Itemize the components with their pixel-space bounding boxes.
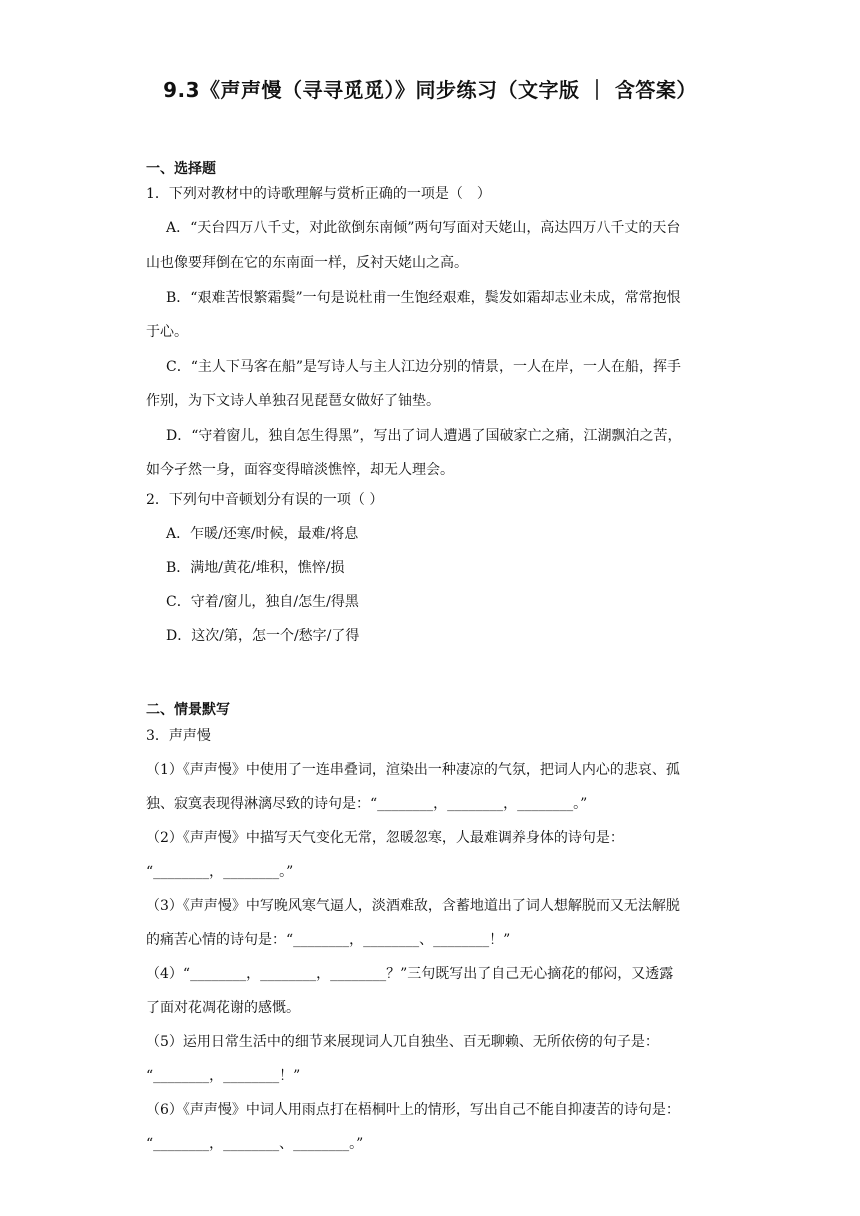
question-3-sub-2-cont: “________，________。”: [146, 864, 294, 880]
question-1-stem: 1．下列对教材中的诗歌理解与赏析正确的一项是（ ）: [146, 186, 491, 202]
question-2-option-a: A．乍暖/还寒/时候，最难/将息: [166, 526, 359, 542]
question-1-option-c-cont: 作别，为下文诗人单独召见琵琶女做好了铀垫。: [146, 393, 440, 409]
question-1-option-d-cont: 如今孑然一身，面容变得暗淡憔悴，却无人理会。: [146, 462, 454, 478]
question-2-option-d: D．这次/第，怎一个/愁字/了得: [166, 628, 360, 644]
question-3-sub-1: （1）《声声慢》中使用了一连串叠词，渲染出一种凄凉的气氛，把词人内心的悲哀、孤: [146, 762, 680, 778]
question-3-sub-3: （3）《声声慢》中写晚风寒气逼人，淡酒难敌，含蓄地道出了词人想解脱而又无法解脱: [146, 898, 680, 914]
question-3-sub-4: （4）“________，________，________？”三句既写出了自己无心摘花的郁闷，又透露: [146, 966, 674, 982]
section-heading-multiple-choice: 一、选择题: [146, 161, 216, 177]
question-2-option-c: C．守着/窗儿，独自/怎生/得黑: [166, 594, 359, 610]
question-3-stem: 3．声声慢: [146, 728, 211, 744]
question-2-stem: 2．下列句中音顿划分有误的一项（ ）: [146, 492, 384, 508]
question-3-sub-2: （2）《声声慢》中描写天气变化无常，忽暖忽寒，人最难调养身体的诗句是：: [146, 830, 624, 846]
question-1-option-c: C．“主人下马客在船”是写诗人与主人江边分别的情景，一人在岸，一人在船，挥手: [166, 359, 682, 375]
question-3-sub-6-cont: “________，________、________。”: [146, 1136, 364, 1152]
question-3-sub-4-cont: 了面对花凋花谢的感慨。: [146, 1000, 300, 1016]
question-1-option-b: B．“艰难苦恨繁霜鬓”一句是说杜甫一生饱经艰难，鬓发如霜却志业未成，常常抱恨: [166, 290, 681, 306]
question-3-sub-6: （6）《声声慢》中词人用雨点打在梧桐叶上的情形，写出自己不能自抑凄苦的诗句是：: [146, 1102, 680, 1118]
question-3-sub-5-cont: “________，________！”: [146, 1068, 301, 1084]
question-1-option-a: A．“天台四万八千丈，对此欲倒东南倾”两句写面对天姥山，高达四万八千丈的天台: [166, 220, 681, 236]
question-3-sub-5: （5）运用日常生活中的细节来展现词人兀自独坐、百无聊赖、无所依傍的句子是：: [146, 1034, 659, 1050]
question-3-sub-1-cont: 独、寂寞表现得淋漓尽致的诗句是：“________，________，________。”: [146, 796, 588, 812]
question-1-option-b-cont: 于心。: [146, 324, 188, 340]
section-heading-dictation: 二、情景默写: [146, 702, 230, 718]
question-1-option-a-cont: 山也像要拜倒在它的东南面一样，反衬天姥山之高。: [146, 255, 468, 271]
question-3-sub-3-cont: 的痛苦心情的诗句是：“________，________、________！”: [146, 932, 511, 948]
question-1-option-d: D．“守着窗儿，独自怎生得黑”，写出了词人遭遇了国破家亡之痛，江湖飘泊之苦，: [166, 428, 682, 444]
document-title: 9.3《声声慢（寻寻觅觅）》同步练习（文字版 ｜ 含答案）: [163, 78, 697, 102]
question-2-option-b: B．满地/黄花/堆积，憔悴/损: [166, 560, 345, 576]
